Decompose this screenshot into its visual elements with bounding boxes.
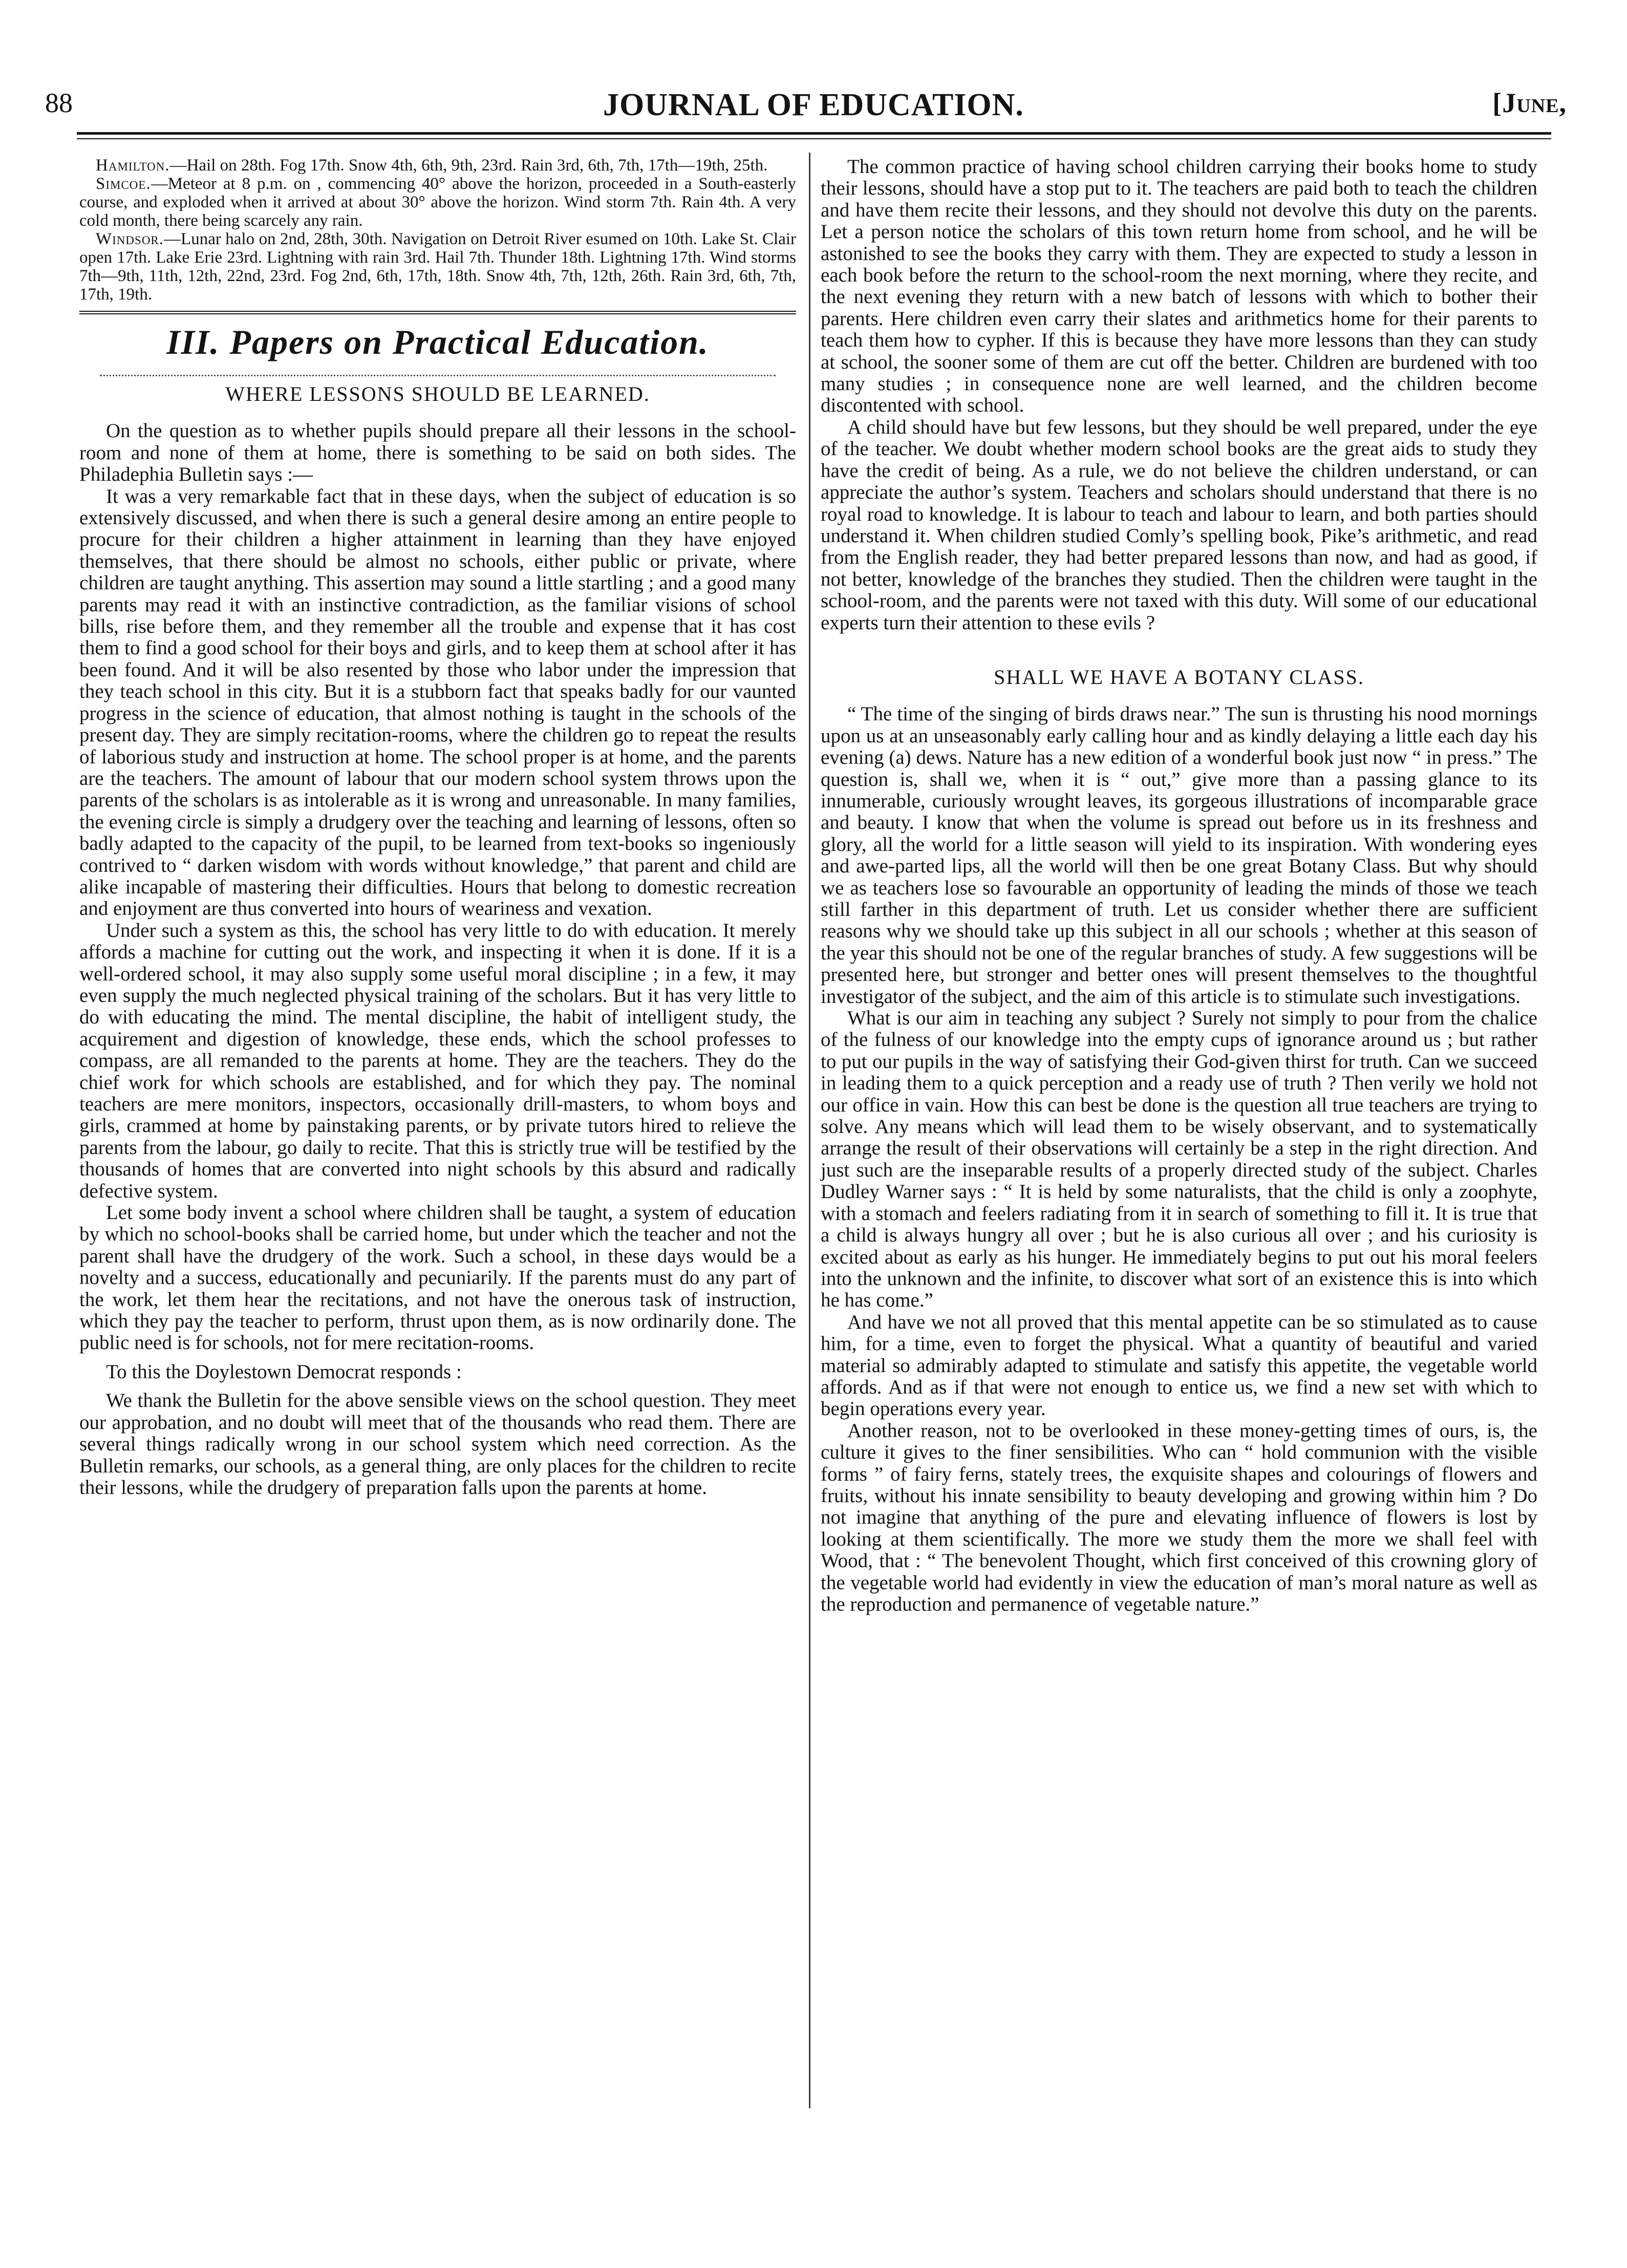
right-column (821, 156, 1537, 2230)
article-paragraph: And have we not all proved that this mental appetite can be so stimulated as to cause him, for a time, even to forget the physical. What a quantity of beautiful and varied material so admirably adapted to stimulate and satisfy this appetite, the vegetable world affords. And as if that were not enough to entice us, we find a new set with which to begin operations every year. (821, 1311, 1537, 1420)
observation-text: —Meteor at 8 p.m. on , commencing 40° above the horizon, proceeded in a South-easterly course, and exploded when it arrived at about 30° above the horizon. Wind storm 7th. Rain 4th. A very cold month, there being scarcely any rain. (79, 175, 796, 230)
observation-entry (79, 230, 796, 304)
article-paragraph: To this the Doylestown Democrat responds : (106, 1360, 462, 1383)
article-paragraph: “ The time of the singing of birds draws near.” The sun is thrusting his nood mornings upon us at an unseasonably early calling hour and as kindly delaying a little each day his evening (a) dews. Nature has a new edition of a wonderful book just now “ in press.” The question is, shall we, when it is “ out,” give more than a passing glance to its innumerable, curiously wrought leaves, its gorgeous illustrations of incomparable grace and beauty. I know that when the volume is spread out before us in its freshness and glory, all the world for a little season will yield to its inspiration. With wondering eyes and awe-parted lips, all the world will then be one great Botany Class. But why should we as teachers lose so favourable an opportunity of leading the minds of those we teach still farther in this department of truth. Let us consider whether there are sufficient reasons why we should take up this subject in all our schools ; whether at this season of the year this should not be one of the regular branches of study. A few suggestions will be presented here, but stronger and better ones will present themselves to the thoughtful investigator of the subject, and the aim of this article is to stimulate such investigations. (821, 703, 1537, 1008)
article-paragraph: Under such a system as this, the school has very little to do with education. It merely affords a machine for cutting out the work, and inspecting it when it is done. If it is a well-ordered school, it may also supply some useful moral discipline ; in a few, it may even supply the much neglected physical training of the scholars. But it has very little to do with educating the mind. The mental discipline, the habit of intelligent study, the acquirement and digestion of knowledge, these ends, which the school professes to compass, are all remanded to the parents at home. They are the teachers. They do the chief work for which schools are established, and for which they pay. The nominal teachers are mere monitors, inspectors, occasionally drill-masters, to whom boys and girls, crammed at home by painstaking parents, or by private tutors hired to relieve the parents from the labour, go daily to recite. That this is strictly true will be testified by the thousands of homes that are converted into night schools by this absurd and radically defective system. (79, 919, 796, 1202)
journal-title: JOURNAL OF EDUCATION. (603, 88, 1024, 122)
article-paragraph: We thank the Bulletin for the above sensible views on the school question. They meet our approbation, and no doubt will meet that of the thousands who read them. There are several things radically wrong in our school system which need correction. As the Bulletin remarks, our schools, as a general thing, are only places for the children to recite their lessons, while the drudgery of preparation falls upon the parents at home. (79, 1389, 796, 1499)
article-paragraph: A child should have but few lessons, but they should be well prepared, under the eye of the teacher. We doubt whether modern school books are the great aids to study they have the credit of being. As a rule, we do not believe the children understand, or can appreciate the author’s system. Teachers and scholars should understand that there is no royal road to knowledge. It is labour to teach and labour to learn, and both parties should understand it. When children studied Comly’s spelling book, Pike’s arithmetic, and read from the English reader, they had better prepared lessons than now, and had as good, if not better, knowledge of the branches they studied. Then the children were taught in the school-room, and the parents were not taxed with this duty. Will some of our educational experts turn their attention to these evils ? (821, 416, 1537, 634)
article-paragraph: Let some body invent a school where children shall be taught, a system of education by which no school-books shall be carried home, but under which the teacher and not the parent shall have the drudgery of the work. Such a school, in these days would be a novelty and a success, educationally and pecuniarily. If the parents must do any part of the work, let them hear the recitations, and not have the onerous task of instruction, which they pay the teacher to perform, thrust upon them, as is now ordinarily done. The public need is for schools, not for mere recitation-rooms. (79, 1202, 796, 1354)
header-rule-thick (77, 132, 1551, 135)
article-paragraph: On the question as to whether pupils should prepare all their lessons in the school-room and none of them at home, there is something to be said on both sides. The Philadephia Bulletin says :— (79, 420, 796, 486)
observation-entry (79, 175, 796, 230)
observation-text: —Lunar halo on 2nd, 28th, 30th. Navigation on Detroit River esumed on 10th. Lake St. Clair open 17th. Lake Erie 23rd. Lightning with rain 3rd. Hail 7th. Thunder 18th. Lightning 17th. Wind storms 7th—9th, 11th, 12th, 22nd, 23rd. Fog 2nd, 6th, 17th, 18th. Snow 4th, 7th, 12th, 26th. Rain 3rd, 6th, 7th, 17th, 19th. (79, 230, 796, 304)
page-header (0, 77, 1627, 123)
section-heading: III. Papers on Practical Education. (166, 323, 709, 361)
article-paragraph: Another reason, not to be overlooked in these money-getting times of ours, is, the culture it gives to the finer sensibilities. Who can “ hold communion with the visible forms ” of fairy ferns, stately trees, the exquisite shapes and colourings of flowers and fruits, without his innate sensibility to beauty developing and growing within him ? Do not imagine that anything of the pure and elevating influence of flowers is lost by looking at them scientifically. The more we study them the more we shall feel with Wood, that : “ The benevolent Thought, which first conceived of this crowning glory of the vegetable world had evidently in view the education of man’s moral nature as well as the reproduction and permanence of vegetable nature.” (821, 1419, 1537, 1615)
issue-month: [June, (1492, 88, 1567, 118)
column-divider (809, 153, 810, 2108)
article-title-lessons: WHERE LESSONS SHOULD BE LEARNED. (225, 382, 650, 405)
observation-place: Simcoe. (96, 175, 151, 193)
section-rule (79, 311, 796, 314)
page-number: 88 (45, 88, 73, 118)
observation-place: Hamilton. (96, 156, 170, 175)
observation-text: —Hail on 28th. Fog 17th. Snow 4th, 6th, 9th, 23rd. Rain 3rd, 6th, 7th, 17th—19th, 25th. (169, 156, 768, 175)
left-column (79, 156, 796, 1499)
weather-observations (79, 156, 796, 304)
observation-entry (79, 156, 796, 175)
article-paragraph: What is our aim in teaching any subject ? Surely not simply to pour from the chalice of the fulness of our knowledge into the empty cups of ignorance around us ; but rather to put our pupils in the way of satisfying their God-given thirst for truth. Can we succeed in leading them to a quick perception and a ready use of truth ? Then verily we hold not our office in vain. How this can best be done is the question all true teachers are trying to solve. Any means which will lead them to be wisely observant, and to systematically arrange the result of their observations will certainly be a step in the right direction. And just such are the inseparable results of a properly directed study of the subject. Charles Dudley Warner says : “ It is held by some naturalists, that the child is only a zoophyte, with a stomach and feelers radiating from it in search of something to fill it. It is true that a child is always hungry all over ; but he is also curious all over ; and his curiosity is excited about as early as his hunger. He immediately begins to put out his moral feelers into the unknown and the infinite, to discover what sort of an existence this is into which he has come.” (821, 1007, 1537, 1312)
article-title-botany: SHALL WE HAVE A BOTANY CLASS. (994, 665, 1364, 689)
article-paragraph: It was a very remarkable fact that in these days, when the subject of education is so extensively discussed, and when there is such a general desire among an entire people to procure for their children a higher attainment in learning than they have enjoyed themselves, that there should be almost no schools, either public or private, where children are taught anything. This assertion may sound a little startling ; and a good many parents may read it with an instinctive contradiction, as the familiar visions of school bills, rise before them, and they remember all the trouble and expense that it has cost them to find a good school for their boys and girls, and to keep them at school after it has been found. And it will be also resented by those who labor under the impression that they teach school in this city. But it is a stubborn fact that speaks badly for our vaunted progress in the science of education, that almost nothing is taught in the schools of the present day. They are simply recitation-rooms, where the children go to repeat the results of laborious study and instruction at home. The school proper is at home, and the parents are the teachers. The amount of labour that our modern school system throws upon the parents of the scholars is as intolerable as it is wrong and unreasonable. In many families, the evening circle is simply a drudgery over the teaching and learning of lessons, often so badly adapted to the capacity of the pupil, to be learned from text-books so ingeniously contrived to “ darken wisdom with words without knowledge,” that parent and child are alike incapable of mastering their difficulties. Hours that belong to domestic recreation and enjoyment are thus converted into hours of weariness and vexation. (79, 485, 796, 920)
observation-place: Windsor. (96, 230, 164, 248)
ornamental-rule (100, 367, 776, 376)
article-paragraph: The common practice of having school children carrying their books home to study their lessons, should have a stop put to it. The teachers are paid both to teach the children and have them recite their lessons, and they should not devolve this duty on the parents. Let a person notice the scholars of this town return home from school, and he will be astonished to see the books they carry with them. They are expected to study a lesson in each book before the return to the school-room the next morning, where they recite, and the next evening they return with a new batch of lessons with which to bother their parents. Here children even carry their slates and arithmetics home for their parents to teach them how to cypher. If this is because they have more lessons than they can study at school, the sooner some of them are cut off the better. Children are burdened with too many studies ; in consequence none are well learned, and the children become discontented with school. (821, 156, 1537, 417)
header-rule-thin (77, 138, 1551, 139)
